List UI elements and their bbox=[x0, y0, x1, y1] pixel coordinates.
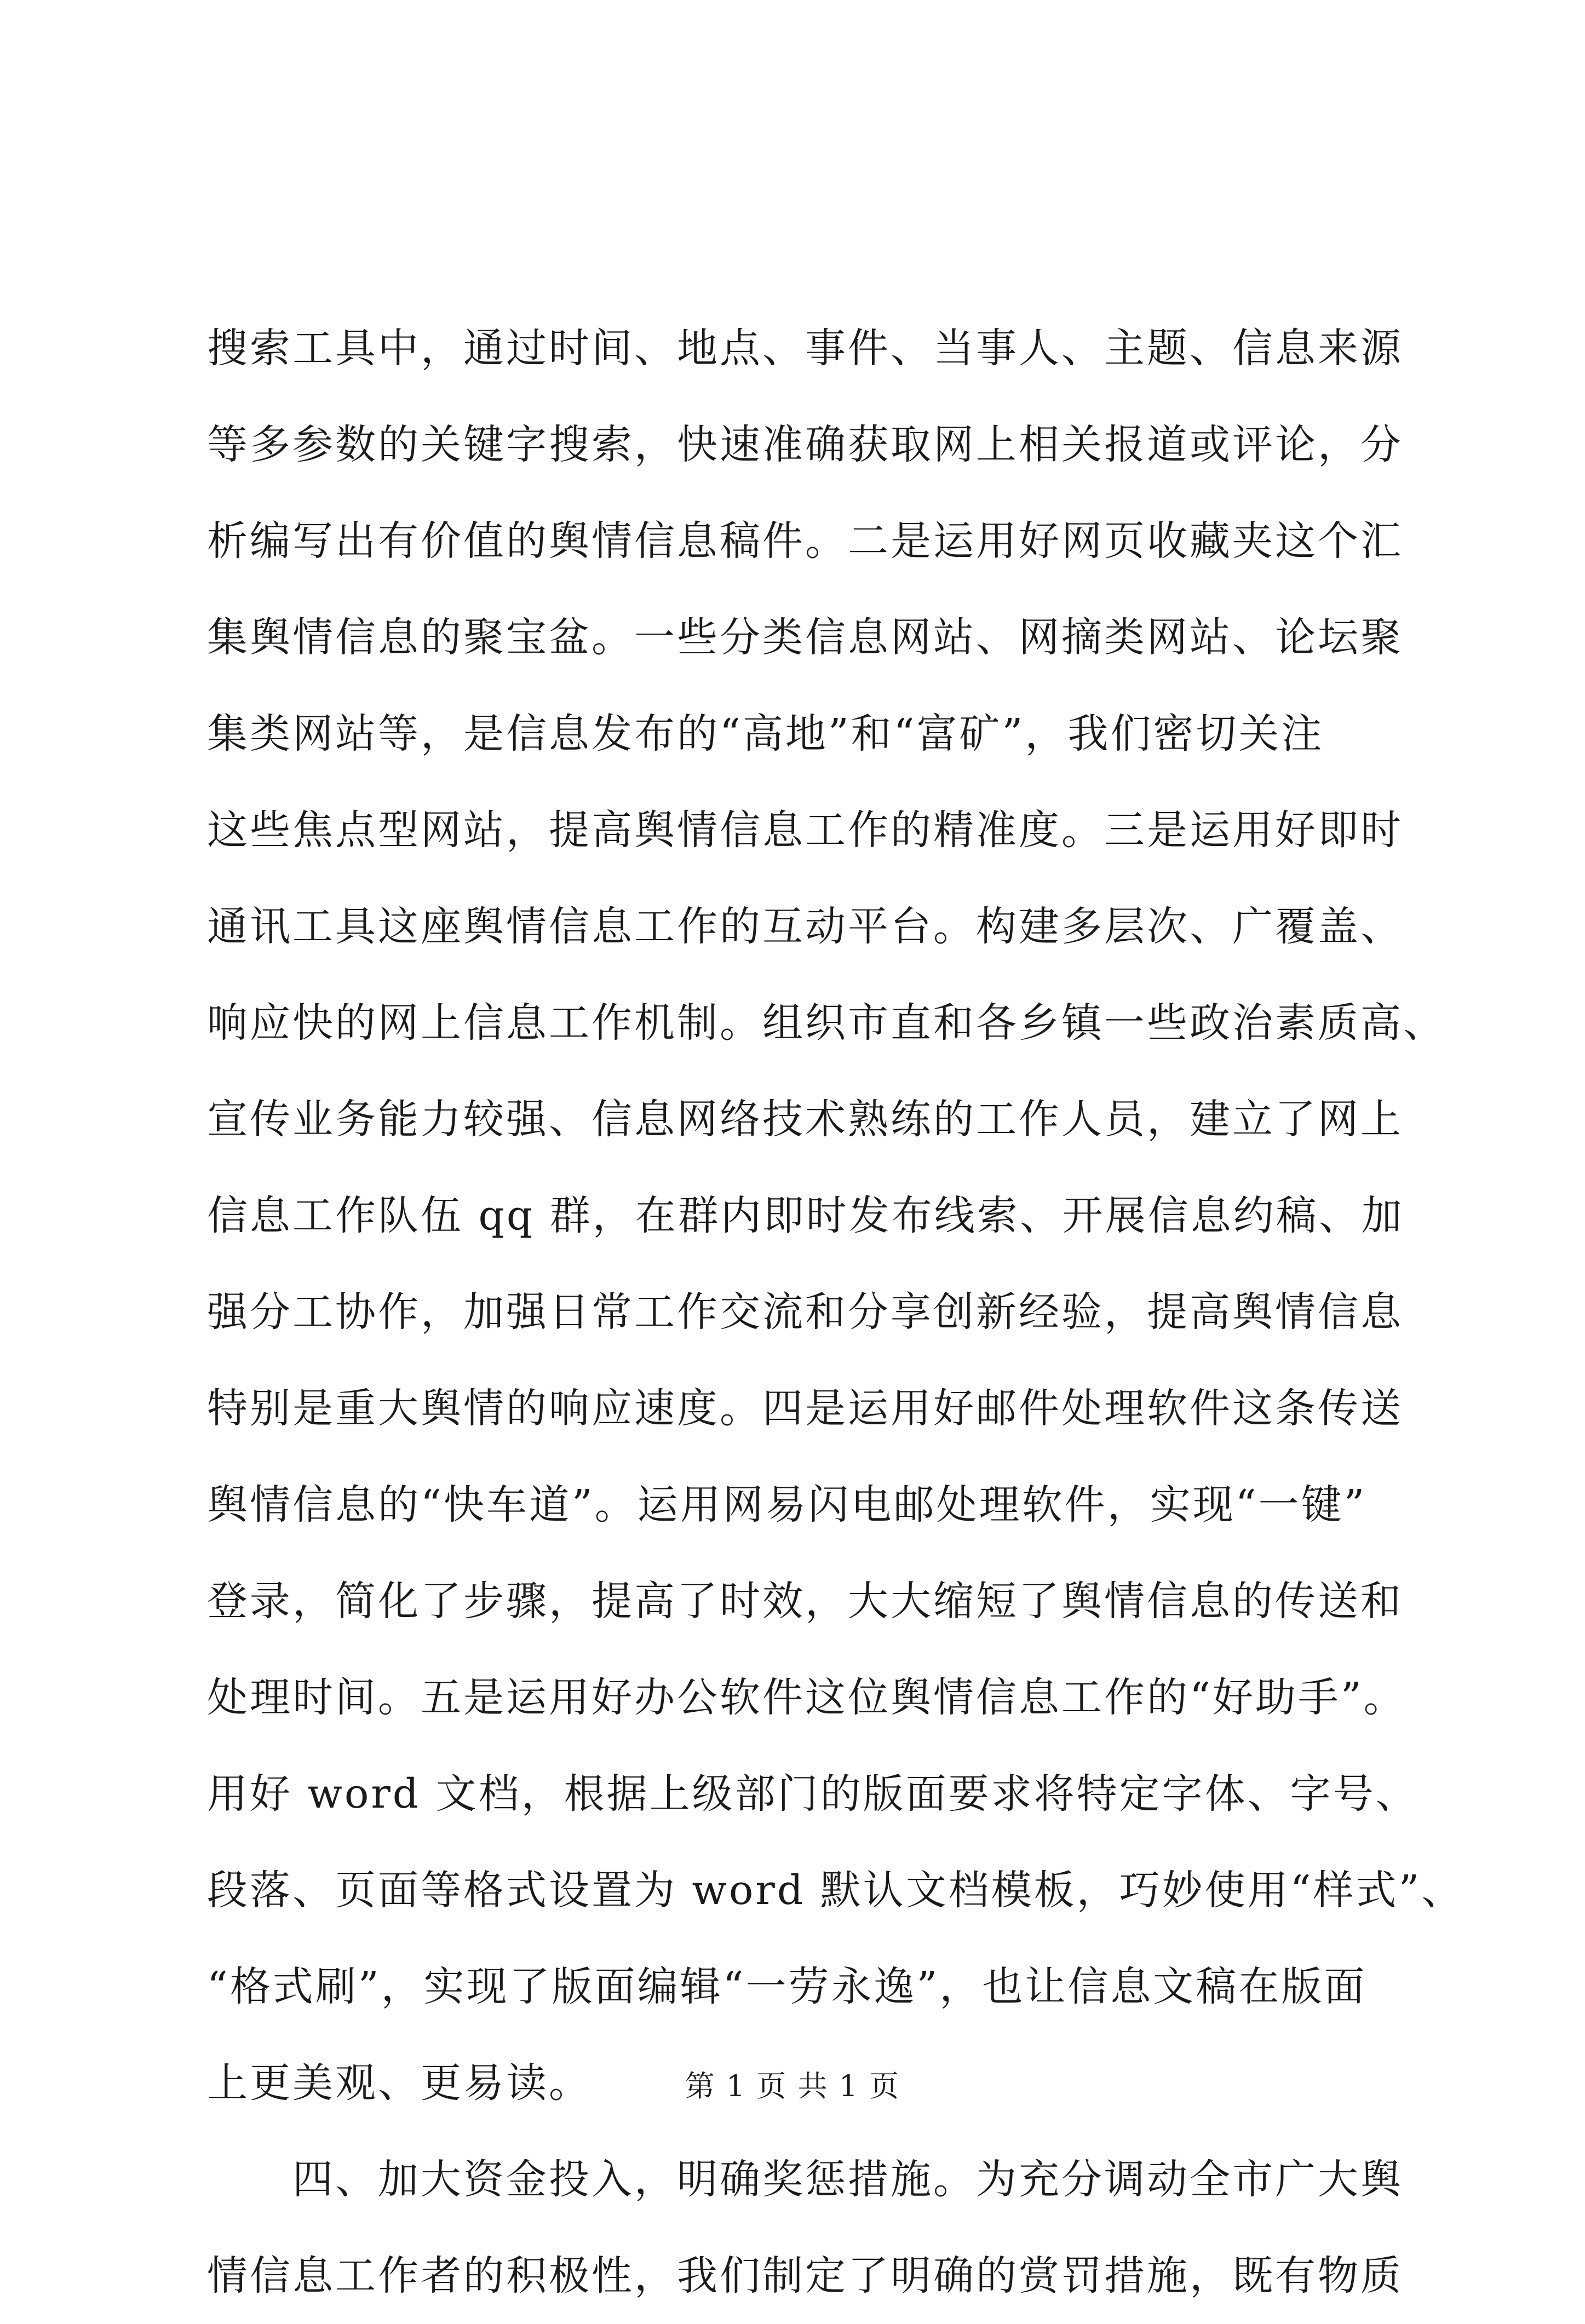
text-line: 登录，简化了步骤，提高了时效，大大缩短了舆情信息的传送和 bbox=[207, 1578, 1403, 1625]
text-line: 析编写出有价值的舆情信息稿件。二是运用好网页收藏夹这个汇 bbox=[207, 517, 1403, 565]
text-line: 段落、页面等格式设置为 word 默认文档模板，巧妙使用“样式”、 bbox=[207, 1867, 1465, 1914]
paragraph-1 bbox=[207, 300, 1465, 2131]
text-line: 强分工协作，加强日常工作交流和分享创新经验，提高舆情信息 bbox=[207, 1288, 1403, 1336]
text-line: 舆情信息的“快车道”。运用网易闪电邮处理软件，实现“一键” bbox=[207, 1481, 1367, 1528]
text-line: 等多参数的关键字搜索，快速准确获取网上相关报道或评论，分 bbox=[207, 421, 1403, 468]
text-line: 上更美观、更易读。 bbox=[207, 2060, 591, 2107]
text-line: 响应快的网上信息工作机制。组织市直和各乡镇一些政治素质高、 bbox=[207, 999, 1446, 1046]
paragraph-2 bbox=[207, 2131, 1445, 2324]
document-body bbox=[207, 300, 1465, 2324]
text-line: 搜索工具中，通过时间、地点、事件、当事人、主题、信息来源 bbox=[207, 325, 1403, 372]
text-line: 四、加大资金投入，明确奖惩措施。为充分调动全市广大舆 bbox=[207, 2156, 1403, 2203]
text-line: 信息工作队伍 qq 群，在群内即时发布线索、开展信息约稿、加 bbox=[207, 1192, 1404, 1239]
text-line: 情信息工作者的积极性，我们制定了明确的赏罚措施，既有物质 bbox=[207, 2252, 1403, 2299]
page-number-footer: 第 1 页 共 1 页 bbox=[685, 2069, 900, 2103]
text-line: 处理时间。五是运用好办公软件这位舆情信息工作的“好助手”。 bbox=[207, 1674, 1406, 1721]
text-line: 通讯工具这座舆情信息工作的互动平台。构建多层次、广覆盖、 bbox=[207, 903, 1403, 950]
text-line: 宣传业务能力较强、信息网络技术熟练的工作人员，建立了网上 bbox=[207, 1096, 1403, 1143]
text-line: “格式刷”，实现了版面编辑“一劳永逸”，也让信息文稿在版面 bbox=[207, 1963, 1367, 2010]
text-line: 特别是重大舆情的响应速度。四是运用好邮件处理软件这条传送 bbox=[207, 1385, 1403, 1432]
text-line: 集舆情信息的聚宝盆。一些分类信息网站、网摘类网站、论坛聚 bbox=[207, 614, 1403, 661]
text-line: 这些焦点型网站，提高舆情信息工作的精准度。三是运用好即时 bbox=[207, 807, 1403, 854]
text-line: 用好 word 文档，根据上级部门的版面要求将特定字体、字号、 bbox=[207, 1770, 1419, 1817]
text-line: 集类网站等，是信息发布的“高地”和“富矿”，我们密切关注 bbox=[207, 710, 1324, 757]
